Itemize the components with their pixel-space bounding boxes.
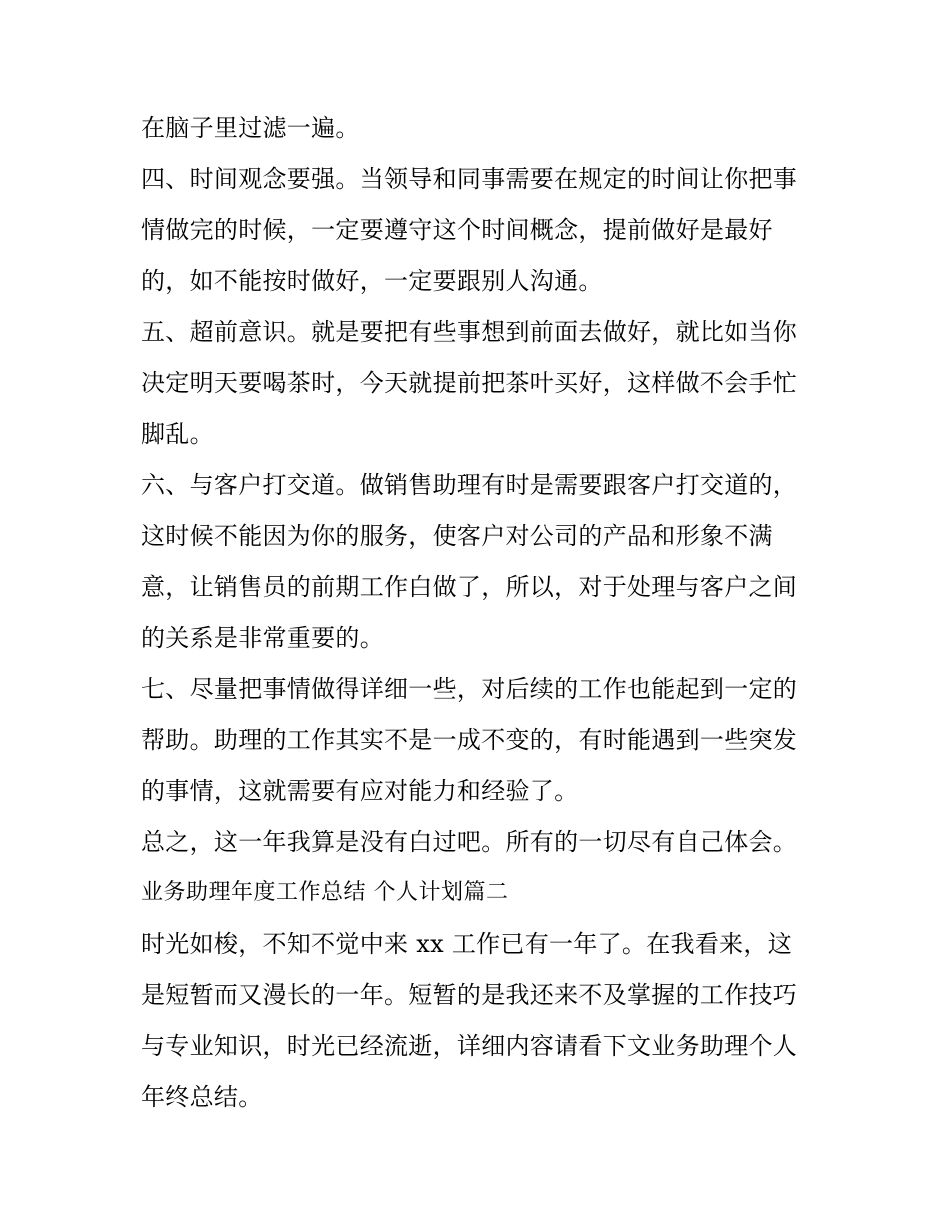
text-line: 六、与客户打交道。做销售助理有时是需要跟客户打交道的，: [141, 471, 798, 499]
text-line: 情做完的时候，一定要遵守这个时间概念，提前做好是最好: [141, 216, 773, 244]
text-line: 的事情，这就需要有应对能力和经验了。: [141, 777, 579, 805]
text-line: 年终总结。: [141, 1083, 263, 1111]
text-line: 的关系是非常重要的。: [141, 624, 384, 652]
text-line: 的，如不能按时做好，一定要跟别人沟通。: [141, 267, 603, 295]
text-line: 在脑子里过滤一遍。: [141, 114, 360, 142]
text-line: 五、超前意识。就是要把有些事想到前面去做好，就比如当你: [141, 318, 798, 346]
text-line: 决定明天要喝茶时，今天就提前把茶叶买好，这样做不会手忙: [141, 369, 798, 397]
text-line: 这时候不能因为你的服务，使客户对公司的产品和形象不满: [141, 522, 773, 550]
text-line: 脚乱。: [141, 420, 214, 448]
text-line: 七、尽量把事情做得详细一些，对后续的工作也能起到一定的: [141, 675, 798, 703]
text-line: 四、时间观念要强。当领导和同事需要在规定的时间让你把事: [141, 165, 798, 193]
text-line: 帮助。助理的工作其实不是一成不变的，有时能遇到一些突发: [141, 726, 798, 754]
text-line: 是短暂而又漫长的一年。短暂的是我还来不及掌握的工作技巧: [141, 981, 798, 1009]
section-heading: 业务助理年度工作总结 个人计划篇二: [141, 880, 509, 905]
text-line: 总之，这一年我算是没有白过吧。所有的一切尽有自己体会。: [141, 828, 798, 856]
text-line: 与专业知识，时光已经流逝，详细内容请看下文业务助理个人: [141, 1032, 798, 1060]
text-line: 意，让销售员的前期工作白做了，所以，对于处理与客户之间: [141, 573, 798, 601]
text-line: 时光如梭，不知不觉中来 xx 工作已有一年了。在我看来，这: [141, 930, 793, 958]
